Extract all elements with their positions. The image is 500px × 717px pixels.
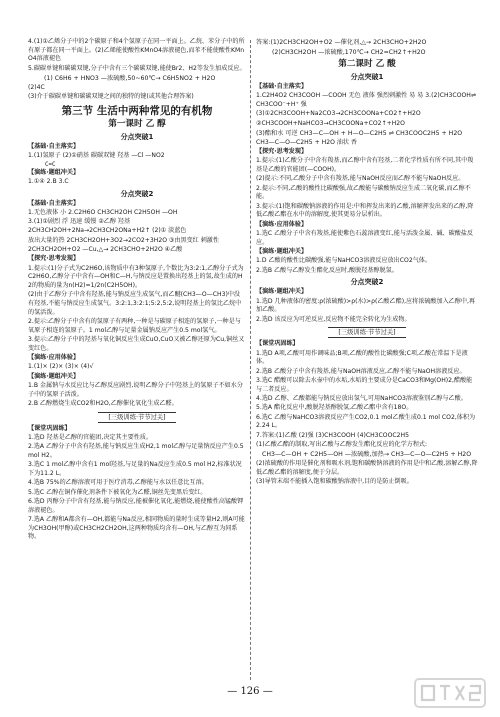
answer-line: 6.选D 丙醇分子中含有羟基,能与钠反应,能被催化氧化,能燃烧,能使酸性高锰酸钾溶液褪色。 [28,497,244,514]
answer-line: 2CH3CH2OH+2Na→2CH3CH2ONa+H2↑ (2)① 淡蓝色 [28,227,187,235]
answer-line: 1.提示:(1)乙酸分子中含有羧基,而乙醇中含有羟基,二者化学性质有所不同,其中羧基是乙酸的官能团(—COOH)。 [256,157,474,174]
section-title: 第三节 生活中两种常见的有机物 [61,105,213,117]
answer-line: (3)①2CH3COOH+Na2CO3→2CH3COONa+CO2↑+H2O [256,110,421,118]
answer-line: 2.选D 该反应为可逆反应,反应物不能完全转化为生成物。 [256,315,411,323]
block-heading: 【基础·自主落实】 [28,143,80,150]
esterification-structure-equation: CH3—C—OH + C2H5—OH —浓硫酸,加热→ CH3—C—O—C2H5 + H2O [262,451,472,459]
answer-line: 1.(1)氢原子 (2)①硝基 碳碳双键 羟基 —Cl —NO2 [28,152,165,160]
block-heading: 【课堂巩固练】 [256,340,299,348]
oxidation-equation: 答案:(1)2CH3CH2OH+O2 —催化剂,△→ 2CH3CHO+2H2O [256,39,427,46]
answer-line: 2.选B 乙酸分子中含有羧基,能与NaOH溶液反应,乙醇不能与NaOH溶液反应。 [256,367,466,375]
answer-line: 2.提示:不同,乙酸的酸性比碳酸强,故乙酸能与碳酸钠反应生成二氧化碳,而乙醇不能。 [256,184,471,201]
training-banner: [三级训练·节节过关] [28,412,246,423]
block-heading: 【演练·题组冲关】 [28,372,80,380]
answer-line: (1)乙酸乙酯的制取,写出乙酸与乙醇发生酯化反应的化学方程式: [256,440,428,448]
answer-line: 1.选C 乙酸分子中含有羧基,能使紫色石蕊溶液变红,能与活泼金属、碱、碳酸盐反应。 [256,230,473,246]
block-heading: 【基础·自主落实】 [28,199,80,207]
answer-line: 1.选D A项,乙酸可用作调味品;B项,乙酸的酸性比碳酸强;C项,乙酸在常温下是液体。 [256,349,468,366]
lesson-title: 第二课时 乙 酸 [338,59,396,69]
block-heading: 【课堂巩固练】 [28,424,71,432]
structure-fragment: C=C [38,161,56,168]
block-heading: 【演练·题组冲关】 [256,288,308,296]
answer-line: (2)4C [28,84,45,91]
answer-line: ②CH3COOH+NaHCO3→CH3COONa+CO2↑+H2O [256,119,405,127]
break-heading: 分点突破1 [120,133,154,141]
answer-line: 1.①④ 2.B 3.C [28,177,69,185]
right-column [256,38,478,487]
block-heading: 【演练·应用体验】 [256,220,308,228]
answer-line: 4.选B 75%的乙醇溶液可用于医疗消毒,乙醇能与水以任意比互溶。 [28,479,208,487]
nitration-equation: (1) C6H6 + HNO3 —浓硫酸,50~60℃→ C6H5NO2 + H2O [44,75,216,82]
answer-line: 3.选C 1 mol乙醇中含有1 mol羟基,与足量的Na反应生成0.5 mol H2,标准状况下为11.2 L。 [28,461,242,477]
esterification-equation: (3)酯和水 可逆 CH3—C—OH + H—O—C2H5 ⇌ CH3COOC2H5 + H2O [256,129,463,137]
answer-line: 5.碳碳单键和碳碳双键,分子中含有三个碳碳双键,能使Br2、H2等发生加成反应。 [28,64,246,72]
answer-line: 1.B 金属钠与水反应比与乙醇反应剧烈,说明乙醇分子中羟基上的氢原子不如水分子中的氢原子活泼。 [28,381,243,398]
block-heading: 【演练·题组冲关】 [28,168,80,176]
answer-line: 1.无色液体 小 2.C2H6O CH3CH2OH C2H5OH —OH [28,208,178,216]
answer-line: 6.选C 乙酸与NaHCO3溶液反应产生CO2,0.1 mol乙酸生成0.1 mol CO2,体积为2.24 L。 [256,413,476,430]
answer-line: (2)由于乙醇分子中含有羟基,能与钠反应生成氢气,而乙醚(CH3—O—CH3)中没有羟基,不能与钠反应生成氢气。3:2:1,3:2:1;5:2,5:2,说明羟基上的氢比乙烷中的氢活泼。 [28,291,242,316]
answer-line: 2.提示:乙醇分子中含有的氢原子有两种,一种是与碳原子相连的氢原子,一种是与氧原子相连的氢原子。1 mol乙醇与足量金属钠反应产生0.5 mol氢气。 [28,318,241,334]
answer-line: 4.选D 乙醇、乙酸都能与钠反应放出氢气,可用NaHCO3溶液鉴别乙醇与乙酸。 [256,394,467,402]
answer-line: 3.提示:(1)饱和碳酸钠溶液的作用是:中和挥发出来的乙酸,溶解挥发出来的乙醇,降低乙酸乙酯在水中的溶解度,使其更易分层析出。 [256,202,474,219]
answer-line: 2.选A 乙醇分子中含有羟基,能与钠反应生成H2,1 mol乙醇与足量钠反应产生0.5 mol H2。 [28,443,244,459]
column-divider [250,40,251,680]
answer-line: 1.选D 羟基是乙醇的官能团,决定其主要性质。 [28,433,153,441]
block-heading: 【探究·思考发现】 [256,148,308,156]
training-banner: [三级训练·节节过关] [256,327,478,338]
break-heading: 分点突破1 [350,73,384,81]
answer-line: 2.选B 乙酸与乙醇发生酯化反应时,酸脱羟基醇脱氢。 [256,266,398,274]
break-heading: 分点突破2 [350,278,384,287]
answer-line: 3.选C 醋酸可以除去水壶中的水垢,水垢的主要成分是CaCO3和Mg(OH)2,醋酸能与二者反应。 [256,376,473,393]
publisher-watermark-logo [414,676,486,710]
answer-line: 3.(1)①剧烈 浮 迅速 缓慢 ②乙醇 羟基 [28,218,131,226]
page-number: — 126 — [227,686,273,697]
answer-line: 7.选A 乙醇和A都含有—OH,都能与Na反应,相同物质的量时生成等量H2,则A可能为CH3OH(甲醇)或CH3CH2CH2OH,这两种物质均含有—OH,与乙醇互为同系物。 [28,515,245,541]
answer-line: (3)介于碳碳单键和碳碳双键之间的独特的键(或其他合理答案) [28,93,194,101]
answer-line: 1.C2H4O2 CH3COOH —COOH 无色 液体 强烈刺激性 易 易 3.(2)CH3COOH⇌CH3COO⁻+H⁺ 强 [256,92,476,108]
answer-line: (3)导管末端不能插入饱和碳酸钠溶液中,目的是防止倒吸。 [256,478,413,486]
answer-line: 1.(1)× (2)× (3)× (4)√ [28,363,94,371]
answer-line: 放出大量的热 2CH3CH2OH+3O2→2CO2+3H2O ③由黑变红 刺激性 [28,236,219,244]
answer-line: 5.选C 乙醇在铜作催化剂条件下被氧化为乙醛,铜丝先变黑后变红。 [28,488,207,496]
answer-line: CH3—C—O—C2H5 + H2O 油状 香 [256,138,358,146]
answer-line: 7.答案:(1)乙酸 (2)强 (3)CH3COOH (4)CH3COOC2H5 [256,431,409,439]
answer-line: (2)提示:不同,乙酸分子中含有羧基,能与NaOH反应而乙醇不能与NaOH反应。 [256,175,465,183]
answer-line: 3.提示:乙醇分子中的羟基与氧化铜反应生成CuO,CuO又被乙醇还原为Cu,铜丝又变红色。 [28,336,245,352]
lesson-title: 第一课时 乙 醇 [108,119,166,129]
answer-line: 1.提示:(1)分子式为C2H6O,该物质中有3种氢原子,个数比为3:2:1,乙醇分子式为C2H6O,乙醇分子中含有—OH和C—H,与钠反应是置换出羟基上的氢,故生成的H2的物质的量为n(H2)=1/2n(C2H5OH)。 [28,264,244,290]
answer-line: 2.B 乙醇燃烧生成CO2和H2O,乙醇催化氧化生成乙醛。 [28,399,178,407]
answer-line: 1.选D 几种液体的密度:ρ(浓硫酸)>ρ(水)>ρ(乙酸乙酯),应将浓硫酸加入乙醇中,再加乙酸。 [256,297,475,314]
block-heading: 【基础·自主落实】 [256,83,308,90]
block-heading: 【演练·应用体验】 [28,354,80,362]
block-heading: 【探究·思考发现】 [28,255,80,263]
dehydration-equation: (2)CH3CH2OH —浓硫酸,170℃→ CH2=CH2↑+H2O [272,49,426,56]
answer-line: 2CH3CH2OH+O2 —Cu,△→ 2CH3CHO+2H2O ④乙酸 [28,246,183,254]
answer-line: (2)浓硫酸的作用是催化剂和吸水剂,饱和碳酸钠溶液的作用是中和乙酸,溶解乙醇,降低乙酸乙酯的溶解度,便于分层。 [256,460,478,476]
left-column [28,38,246,543]
block-heading: 【演练·题组冲关】 [256,248,308,256]
answer-line: 5.选A 酯化反应中,酸脱羟基醇脱氢,乙酸乙酯中含有18O。 [256,404,413,412]
answer-line: 1.D 乙酸的酸性比碳酸强,能与NaHCO3溶液反应放出CO2气体。 [256,257,431,265]
break-heading: 分点突破2 [120,189,154,198]
answer-line: 4.(1)①乙烯分子中的2个碳原子和4个氢原子在同一平面上。乙烷、苯分子中的所有原子都在同一平面上。(2)乙烯能使酸性KMnO4溶液褪色,而苯不能使酸性KMnO4溶液褪色 [28,38,245,63]
